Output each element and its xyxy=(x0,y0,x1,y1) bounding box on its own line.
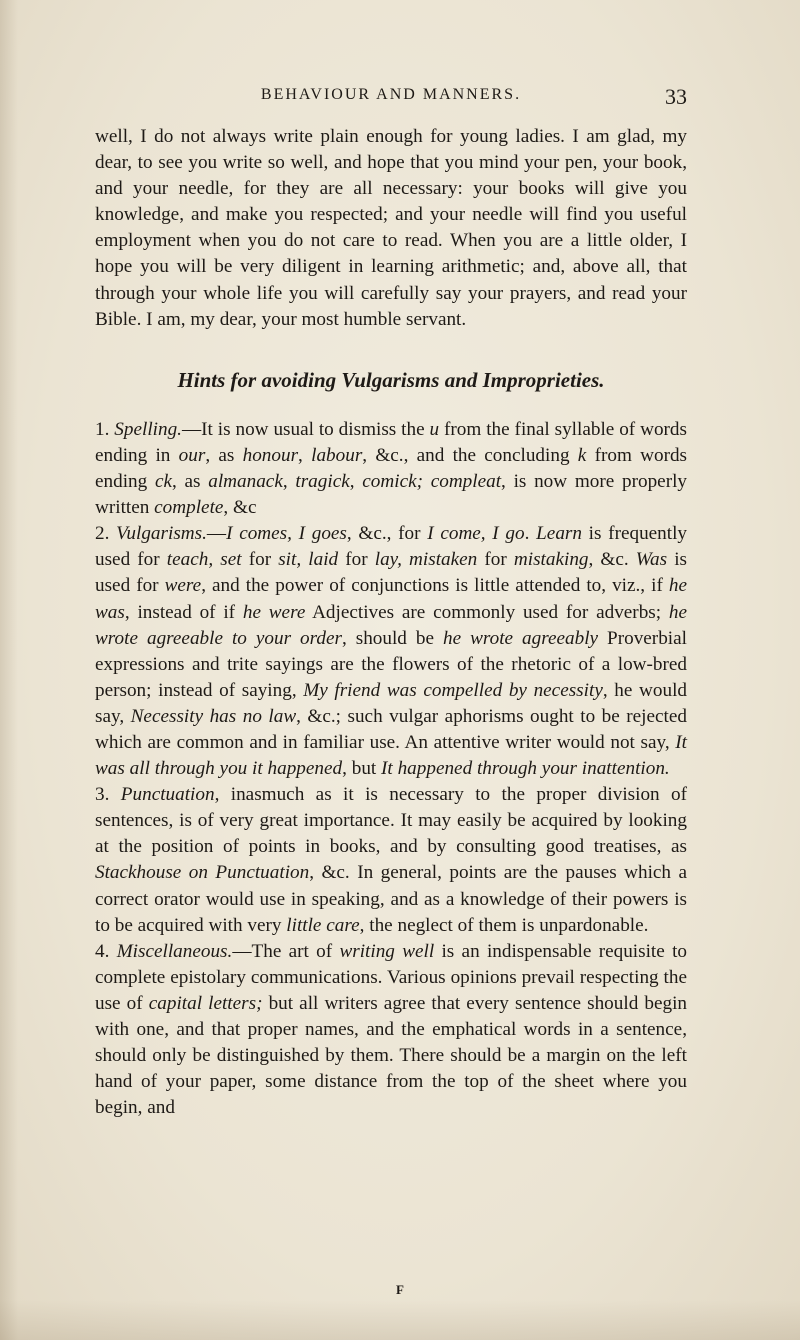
italic-run: tragick xyxy=(295,471,350,493)
text-run: —The art of xyxy=(232,940,340,962)
italic-run: mistaking xyxy=(513,549,589,571)
text-run: for xyxy=(241,549,279,571)
signature-mark: F xyxy=(396,1282,404,1297)
italic-run: almanack xyxy=(208,471,283,493)
italic-run: were xyxy=(164,575,202,597)
text-run: , &c. xyxy=(588,549,636,571)
italic-run: My friend was compelled by necessity xyxy=(303,679,603,701)
italic-run: lay, mistaken xyxy=(374,549,478,571)
italic-run: he were xyxy=(242,601,306,623)
italic-run: our xyxy=(178,444,206,466)
italic-run: complete xyxy=(154,497,224,519)
italic-run: Learn xyxy=(536,523,582,545)
paragraph-number: 4. xyxy=(95,940,110,962)
page-bottom-shadow xyxy=(0,1300,800,1340)
paragraph-number: 2. xyxy=(95,523,110,545)
paragraph-title: Punctuation xyxy=(120,784,215,806)
italic-run: writing well xyxy=(339,940,435,962)
page-body xyxy=(95,124,687,1121)
text-run: , inasmuch as it is necessary to the proper division of sentences, is of very great importance. It may easily be acquired by looking at the position of points in books, and by consulting good treatises, as xyxy=(95,784,687,858)
italic-run: It happened through your inattention. xyxy=(381,758,670,780)
page-header xyxy=(95,86,687,114)
italic-run: he wrote agreeably xyxy=(442,627,599,649)
italic-run: he wrote agreeable to your order xyxy=(95,601,687,649)
text-run: but all writers agree that every sentence should begin with one, and that proper names, and the emphatical words in a sentence, should only be distinguished by them. There should be a margin on the left hand of your paper, some distance from the top of the sheet where you begin, and xyxy=(95,992,688,1119)
page-edge-shadow xyxy=(0,0,18,1340)
paragraph-title: Vulgarisms. xyxy=(116,523,207,545)
italic-run: It was all through you it happened xyxy=(95,731,687,780)
italic-run: u xyxy=(429,418,440,440)
text-run: , xyxy=(349,471,363,493)
text-run: from words ending xyxy=(95,444,688,493)
paragraph-title: Spelling. xyxy=(114,418,182,440)
text-run: , &c., and the concluding xyxy=(362,444,578,466)
paragraph-number: 3. xyxy=(95,784,110,806)
italic-run: honour xyxy=(242,444,299,466)
text-run: is an indispensable requisite to complete epistolary communications. Various opinions prevail respecting the use of xyxy=(95,940,687,1014)
text-run: , but xyxy=(342,758,382,780)
text-run: , as xyxy=(172,471,209,493)
text-run: , &c.; such vulgar aphorisms ought to be rejected which are common and in familiar use. An attentive writer would not say, xyxy=(95,705,687,753)
text-run: , xyxy=(298,444,312,466)
text-run: Adjectives are commonly used for adverbs; xyxy=(305,601,669,623)
text-run: , &c., for xyxy=(346,523,428,545)
text-run: —It is now usual to dismiss the xyxy=(181,418,430,440)
section-heading: Hints for avoiding Vulgarisms and Improprieties. xyxy=(177,367,605,392)
italic-run: Stackhouse on Punctuation xyxy=(95,862,310,884)
text-run: is frequently used for xyxy=(95,523,688,571)
running-head: BEHAVIOUR AND MANNERS. xyxy=(260,86,522,103)
text-run: , should be xyxy=(341,627,443,649)
italic-run: little care xyxy=(286,914,360,936)
italic-run: Was xyxy=(635,549,668,571)
italic-run: I come, I go xyxy=(427,523,525,545)
italic-run: I comes, I goes xyxy=(226,523,347,545)
page-number: 33 xyxy=(665,84,687,109)
text-run: . xyxy=(524,523,537,545)
paragraph-vulgarisms xyxy=(95,521,687,782)
text-run: , he would say, xyxy=(95,679,687,727)
text-run: , is now more properly written xyxy=(95,471,688,519)
paragraph-punctuation xyxy=(95,782,687,939)
text-run: from the final syllable of words ending in xyxy=(95,418,687,466)
italic-run: comick; compleat xyxy=(362,471,502,493)
italic-run: sit, laid xyxy=(278,549,339,571)
text-run: , &c. In general, points are the pauses which a correct orator would use in speaking, and as a knowledge of their powers is to be acquired with very xyxy=(95,862,688,936)
text-run: — xyxy=(206,523,227,545)
letter-paragraph: well, I do not always write plain enough for young ladies. I am glad, my dear, to see you write so well, and hope that you mind your pen, your book, and your needle, for they are all necessary: your books will give you knowledge, and make you respected; and your needle will find you useful employment when you do not care to read. When you are a little older, I hope you will be very diligent in learning arithmetic; and, above all, that through your whole life you will carefully say your prayers, and read your Bible. I am, my dear, your most humble servant. xyxy=(95,126,687,330)
italic-run: k xyxy=(577,444,587,466)
text-run: , instead of if xyxy=(124,601,243,623)
text-run: , xyxy=(282,471,296,493)
text-run: , and the power of conjunctions is little attended to, viz., if xyxy=(201,575,669,597)
italic-run: he was xyxy=(95,575,688,623)
paragraph-miscellaneous xyxy=(95,939,687,1122)
paragraph-spelling xyxy=(95,417,687,521)
text-run: for xyxy=(338,549,375,571)
text-run: , as xyxy=(205,444,243,466)
text-run: , &c xyxy=(223,497,257,519)
italic-run: capital letters; xyxy=(148,992,263,1014)
italic-run: teach, set xyxy=(166,549,242,571)
text-run: is used for xyxy=(95,549,688,597)
italic-run: Necessity has no law xyxy=(130,705,297,727)
text-run: Proverbial expressions and trite sayings are the flowers of the rhetoric of a low-bred person; instead of saying, xyxy=(95,627,687,701)
text-run: for xyxy=(477,549,514,571)
paragraph-number: 1. xyxy=(95,418,110,440)
italic-run: ck xyxy=(154,471,172,493)
italic-run: labour xyxy=(311,444,363,466)
paragraph-title: Miscellaneous. xyxy=(116,940,233,962)
text-run: , the neglect of them is unpardonable. xyxy=(359,914,649,936)
